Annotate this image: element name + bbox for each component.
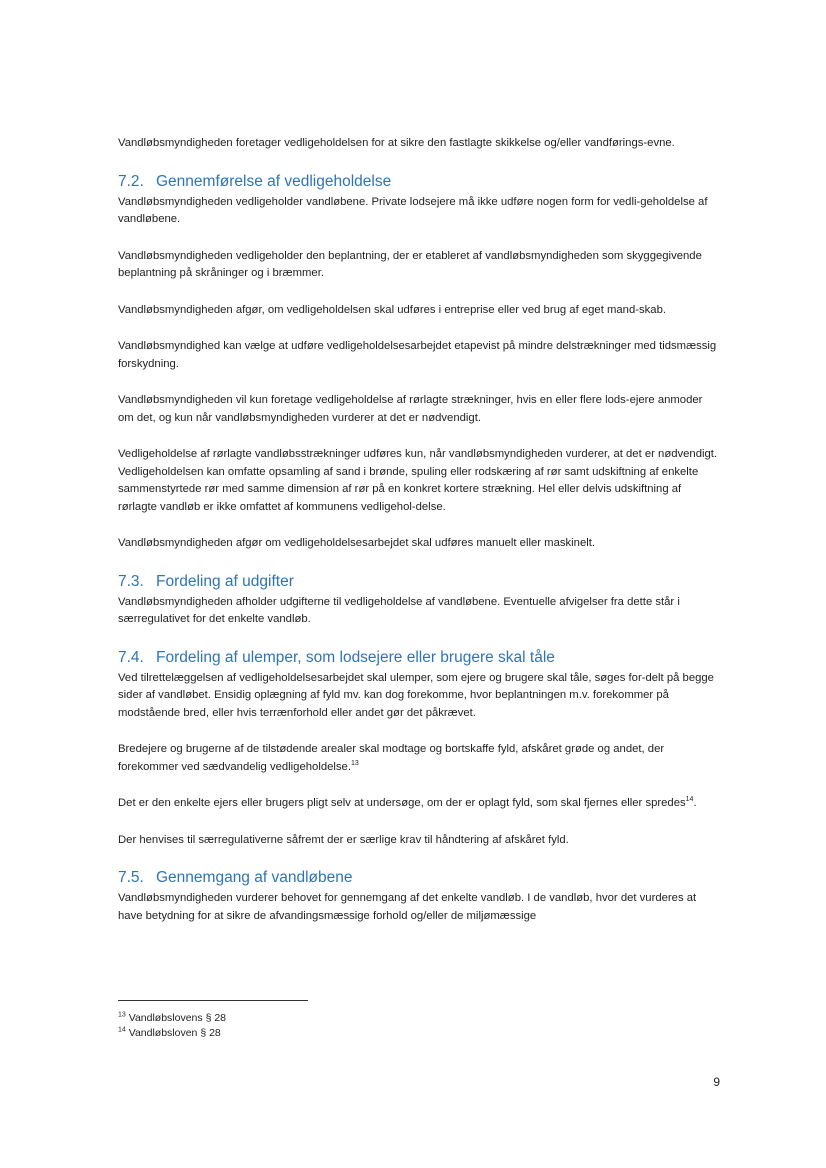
section-title: Fordeling af ulemper, som lodsejere eller brugere skal tåle	[156, 648, 555, 666]
paragraph: Vandløbsmyndigheden vedligeholder den beplantning, der er etableret af vandløbsmyndigheden som skyggegivende beplantning på skråninger og i bræmmer.	[118, 249, 702, 279]
footnote-text: Vandløbslovens § 28	[128, 1012, 227, 1024]
section-title: Gennemførelse af vedligeholdelse	[156, 172, 392, 190]
section-title: Gennemgang af vandløbene	[156, 869, 353, 886]
page-number: 9	[713, 1075, 720, 1089]
paragraph-text: Det er den enkelte ejers eller brugers pligt selv at undersøge, om der er oplagt fyld, som skal fjernes eller spredes	[118, 797, 686, 809]
section-number: 7.3.	[118, 572, 144, 590]
footnote-number: 13	[118, 1011, 126, 1019]
footnote	[118, 1011, 226, 1026]
footnote-number: 14	[118, 1026, 126, 1034]
footnote	[118, 1026, 226, 1041]
section-number: 7.4.	[118, 648, 144, 666]
intro-paragraph: Vandløbsmyndigheden foretager vedligeholdelsen for at sikre den fastlagte skikkelse og/eller vandførings-evne.	[118, 137, 675, 149]
paragraph: Vandløbsmyndigheden afgør om vedligeholdelsesarbejdet skal udføres manuelt eller maskinelt.	[118, 537, 596, 549]
section-heading-7-5	[118, 868, 718, 888]
document-body	[118, 135, 718, 944]
section-title: Fordeling af udgifter	[156, 572, 294, 590]
paragraph: Vandløbsmyndighed kan vælge at udføre vedligeholdelsesarbejdet etapevist på mindre delstrækninger med tidsmæssig forskydning.	[118, 340, 717, 370]
section-heading-7-2	[118, 172, 718, 192]
paragraph: Vedligeholdelse af rørlagte vandløbsstrækninger udføres kun, når vandløbsmyndigheden vurderer, at det er nødvendigt. Vedligeholdelsen kan omfatte opsamling af sand i brønde, spuling eller rodskæring af rør samt udskiftning af enkelte sammenstyrtede rør med samme dimension af rør på en konkret kortere strækning. Hel eller delvis udskiftning af rørlagte vandløb er ikke omfattet af kommunens vedligehol-delse.	[118, 448, 718, 513]
paragraph: Vandløbsmyndigheden afgør, om vedligeholdelsen skal udføres i entreprise eller ved brug af eget mand-skab.	[118, 303, 666, 316]
section-heading-7-3	[118, 572, 718, 592]
section-number: 7.5.	[118, 869, 144, 886]
paragraph-with-footnote	[118, 741, 718, 776]
paragraph: Vandløbsmyndigheden vedligeholder vandløbene. Private lodsejere må ikke udføre nogen form for vedli-geholdelse af vandløbene.	[118, 195, 708, 225]
footnote-ref[interactable]: 13	[350, 759, 359, 767]
footnote-ref[interactable]: 14	[685, 796, 694, 804]
paragraph: Vandløbsmyndigheden vurderer behovet for gennemgang af det enkelte vandløb. I de vandløb, hvor det vurderes at have betydning for at sikre de afvandingsmæssige forhold og/eller de miljømæssige	[118, 892, 697, 922]
footnotes	[118, 1011, 226, 1041]
paragraph-text: Bredejere og brugerne af de tilstødende arealer skal modtage og bortskaffe fyld, afskåret grøde og andet, der forekommer ved sædvandelig vedligeholdelse.	[118, 743, 665, 773]
paragraph: Vandløbsmyndigheden afholder udgifterne til vedligeholdelse af vandløbene. Eventuelle afvigelser fra dette står i særregulativet for det enkelte vandløb.	[118, 595, 680, 625]
footnote-text: Vandløbsloven § 28	[128, 1027, 221, 1039]
paragraph: Der henvises til særregulativerne såfremt der er særlige krav til håndtering af afskåret fyld.	[118, 833, 569, 846]
section-heading-7-4	[118, 648, 718, 668]
paragraph: Vandløbsmyndigheden vil kun foretage vedligeholdelse af rørlagte strækninger, hvis en eller flere lods-ejere anmoder om det, og kun når vandløbsmyndigheden vurderer at det er nødvendigt.	[118, 394, 703, 424]
section-number: 7.2.	[118, 172, 144, 190]
paragraph: Ved tilrettelæggelsen af vedligeholdelsesarbejdet skal ulemper, som ejere og brugere skal tåle, søges for-delt på begge sider af vandløbet. Ensidig oplægning af fyld mv. kan dog forekomme, hvor beplantningen m.v. forekommer på modstående bred, eller hvis terrænforhold eller andet gør det påkrævet.	[118, 671, 714, 719]
paragraph-with-footnote: Det er den enkelte ejers eller brugers pligt selv at undersøge, om der er oplagt fyld, som skal fjernes eller spredes$^{14}$.	[118, 796, 697, 809]
footnote-divider	[118, 1000, 308, 1001]
